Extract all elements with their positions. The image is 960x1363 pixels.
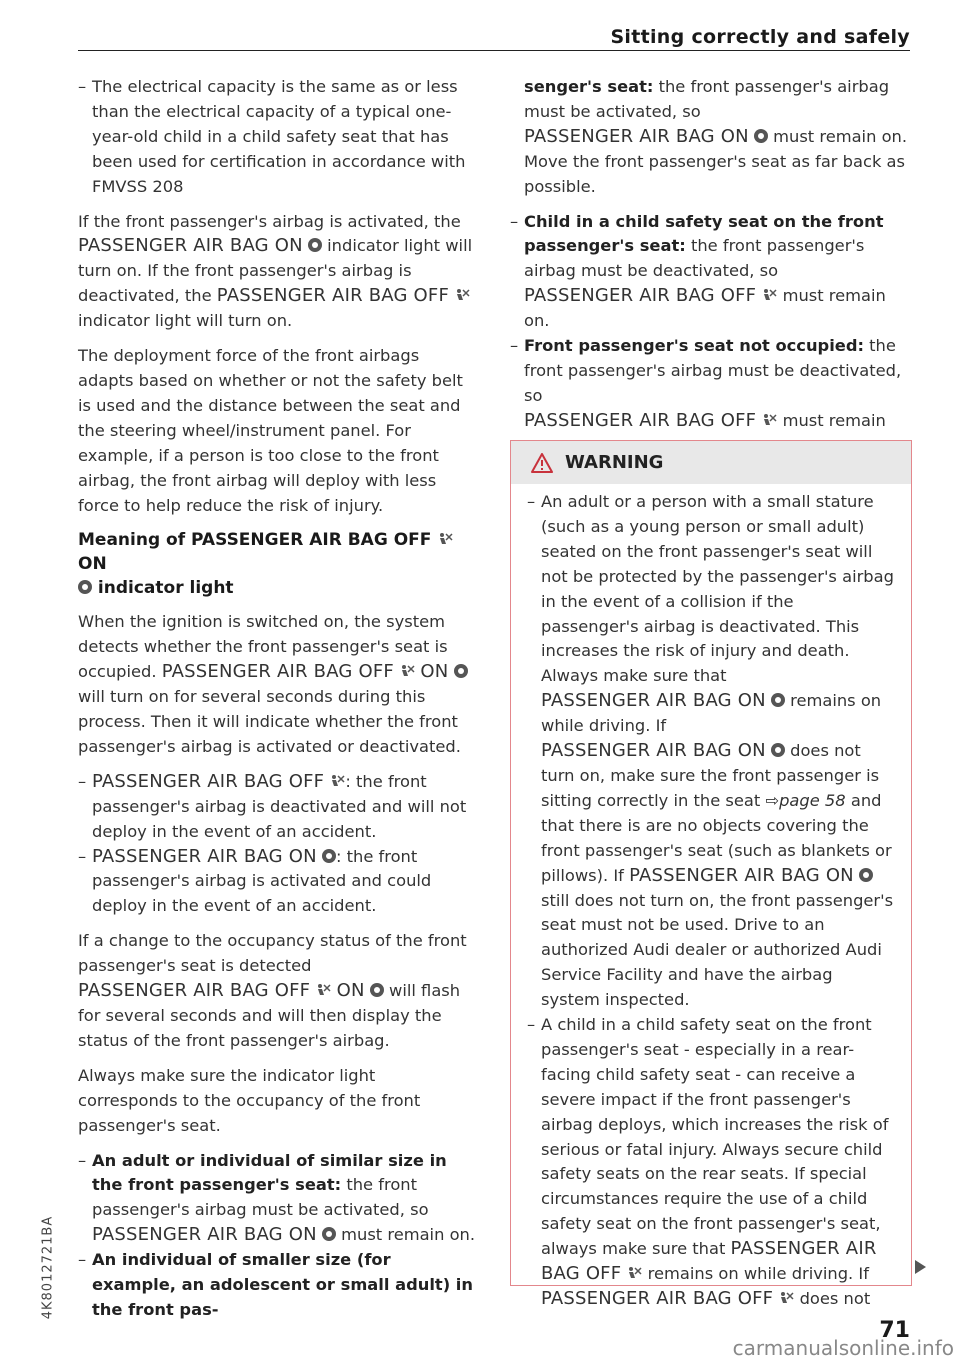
list-item-small-cont: [510, 75, 910, 200]
airbag-off-icon: [761, 288, 777, 303]
indicator-label-off: PASSENGER AIR BAG OFF: [161, 661, 394, 683]
text: does not turn on, make sure the front passenger is sitting correctly in the seat: [541, 741, 880, 810]
airbag-on-icon: [322, 849, 336, 863]
indicator-label-off: PASSENGER AIR BAG OFF: [524, 285, 757, 307]
airbag-on-icon: [322, 1227, 336, 1241]
page-reference-text[interactable]: page 58: [779, 790, 846, 810]
indicator-label-off: PASSENGER AIR BAG OFF: [216, 285, 449, 307]
text: does not: [799, 1289, 871, 1308]
indicator-label-on: PASSENGER AIR BAG ON: [92, 1224, 317, 1246]
left-column: [78, 75, 478, 1323]
document-code: 4K8012721BA: [40, 1215, 56, 1320]
text: : the front passenger's airbag is activated and could deploy in the event of an accident.: [92, 846, 432, 916]
warning-item: [527, 1013, 895, 1312]
airbag-on-icon: [771, 693, 785, 707]
heading-text: Meaning of PASSENGER AIR BAG OFF: [78, 530, 432, 551]
indicator-label-on: PASSENGER AIR BAG ON: [541, 690, 766, 712]
airbag-on-icon: [454, 664, 468, 678]
text: must remain on.: [341, 1225, 476, 1245]
indicator-label-on: PASSENGER AIR BAG ON: [92, 845, 317, 867]
indicator-label-on: PASSENGER AIR BAG ON: [541, 740, 766, 762]
airbag-on-icon: [370, 983, 384, 997]
watermark: carmanualsonline.info: [732, 1336, 954, 1360]
text: must remain on. Move the front passenger's seat as far back as possible.: [524, 126, 908, 196]
airbag-off-icon: [315, 983, 331, 998]
warning-header: [511, 441, 911, 484]
text: indicator light will turn on.: [78, 311, 293, 331]
airbag-off-icon: [329, 774, 345, 789]
indicator-label-off: PASSENGER AIR BAG OFF: [78, 980, 311, 1002]
airbag-off-icon: [437, 532, 453, 547]
paragraph-ignition: [78, 610, 478, 759]
indicator-label-on: PASSENGER AIR BAG ON: [629, 864, 854, 886]
heading-text: indicator light: [97, 578, 234, 599]
indicator-label-off: PASSENGER AIR BAG OFF: [541, 1288, 774, 1309]
text: A child in a child safety seat on the front passenger's seat - especially in a rear-facing child safety seat - can receive a severe impact if the front passenger's airbag deploys, which increases the risk of serious or fatal injury. Always secure child safety seats on the rear seats. If special circumstances require the use of a child safety seat on the front passenger's seat, always make sure that: [541, 1015, 889, 1259]
warning-triangle-icon: [531, 453, 553, 473]
warning-body: [511, 484, 911, 1312]
text: must remain: [782, 410, 886, 430]
list-item-on: [78, 845, 478, 920]
heading-text: ON: [78, 554, 107, 575]
text: will turn on for several seconds during this process. Then it will indicate whether the front passenger's airbag is activated or deactivated.: [78, 687, 461, 756]
text: : the front passenger's airbag is deactivated and will not deploy in the event of an accident.: [92, 771, 467, 841]
text: must remain on.: [524, 286, 886, 331]
airbag-on-icon: [78, 580, 92, 594]
text: will flash for several seconds and will then display the status of the front passenger's airbag.: [78, 981, 461, 1050]
airbag-on-icon: [754, 129, 768, 143]
indicator-label-off: PASSENGER AIR BAG OFF: [524, 409, 757, 431]
text: the front passenger's airbag must be activated, so: [92, 1175, 429, 1220]
list-item-capacity: [78, 75, 478, 200]
paragraph-occupancy-change: [78, 929, 478, 1054]
airbag-off-icon: [454, 288, 470, 303]
indicator-label-on: ON: [420, 661, 449, 683]
indicator-label-on: PASSENGER AIR BAG ON: [524, 125, 749, 147]
text: the front passenger's airbag must be deactivated, so: [524, 336, 902, 405]
warning-box: [510, 440, 912, 1309]
text: still does not turn on, the front passenger's seat must not be used. Drive to an authorized Audi dealer or authorized Audi Service Facility and have the airbag system inspected.: [541, 890, 894, 1010]
airbag-on-icon: [859, 868, 873, 882]
paragraph-activation: [78, 210, 478, 335]
paragraph-deployment-force: The deployment force of the front airbags adapts based on whether or not the safety belt is used and the distance between the seat and the steering wheel/instrument panel. For example, if a person is too close to the front airbag, the front airbag will deploy with less force to help reduce the risk of injury.: [78, 346, 463, 515]
list-item-small: [78, 1248, 478, 1323]
page-number: 71: [879, 1318, 910, 1343]
airbag-on-icon: [308, 238, 322, 252]
page-header-title: Sitting correctly and safely: [610, 26, 910, 48]
warning-title: WARNING: [565, 452, 664, 473]
section-heading: [78, 528, 478, 600]
airbag-off-icon: [626, 1266, 642, 1281]
warning-item: [527, 490, 895, 1013]
text: remains on while driving. If: [541, 691, 882, 736]
airbag-off-icon: [399, 664, 415, 679]
text: An adult or a person with a small stature (such as a young person or small adult) seated on the front passenger's seat will not be protected by the passenger's airbag in the event of a collision if the passenger's airbag is deactivated. This increases the risk of injury and death. Always make sure that: [541, 492, 894, 686]
text: When the ignition is switched on, the system detects whether the front passenger's seat is occupied.: [78, 612, 448, 682]
text: the front passenger's airbag must be deactivated, so: [524, 236, 865, 281]
bold-text: senger's seat:: [524, 77, 654, 96]
list-item-adult: [78, 1149, 478, 1249]
list-item-child: [510, 210, 910, 335]
right-column: [510, 75, 910, 459]
paragraph-always: Always make sure the indicator light corresponds to the occupancy of the front passenger's seat.: [78, 1065, 421, 1135]
bold-text: An adult or individual of similar size in the front passenger's seat:: [92, 1150, 447, 1195]
header-rule: [78, 50, 910, 51]
text: and that there is are no objects covering the front passenger's seat (such as blankets or pillows). If: [541, 790, 892, 885]
airbag-on-icon: [771, 743, 785, 757]
indicator-label-off: PASSENGER AIR BAG OFF: [541, 1238, 877, 1285]
indicator-label-on: ON: [336, 980, 365, 1002]
text: the front passenger's airbag must be activated, so: [524, 77, 890, 121]
airbag-off-icon: [778, 1291, 794, 1306]
bold-text: An individual of smaller size (for example, an adolescent or small adult) in the front pas-: [92, 1250, 473, 1319]
airbag-off-icon: [761, 413, 777, 428]
continue-arrow-icon: [915, 1260, 926, 1274]
bold-text: Front passenger's seat not occupied:: [524, 336, 864, 356]
text: indicator light will turn on. If the front passenger's airbag is deactivated, the: [78, 236, 473, 306]
text: If a change to the occupancy status of the front passenger's seat is detected: [78, 931, 467, 976]
list-item-text: The electrical capacity is the same as or less than the electrical capacity of a typical one-year-old child in a child safety seat that has been used for certification in accordance with FMVSS 208: [92, 77, 466, 196]
indicator-label-off: PASSENGER AIR BAG OFF: [92, 770, 325, 792]
text: If the front passenger's airbag is activated, the: [78, 211, 461, 231]
page-reference-link[interactable]: ⇨page 58: [765, 790, 846, 810]
indicator-label-on: PASSENGER AIR BAG ON: [78, 235, 303, 257]
list-item-off: [78, 770, 478, 845]
text: remains on while driving. If: [647, 1264, 869, 1284]
bold-text: Child in a child safety seat on the front passenger's seat:: [524, 211, 884, 256]
